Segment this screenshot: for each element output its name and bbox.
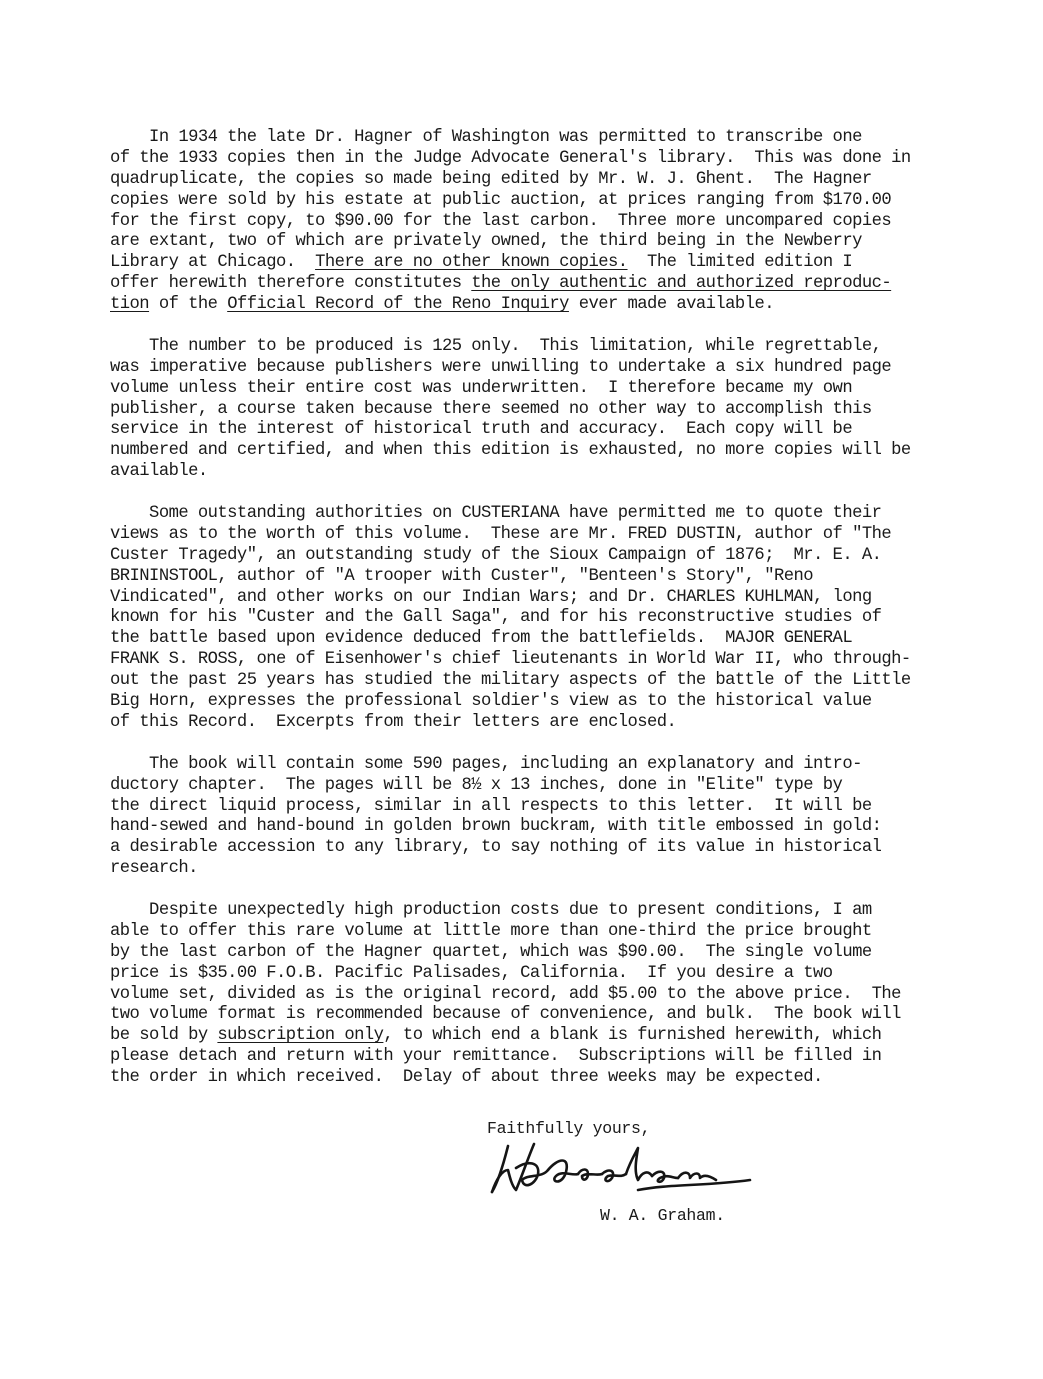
- text-segment: The limited edition I: [627, 253, 853, 273]
- text-line: [110, 838, 970, 859]
- paragraph: [110, 128, 970, 316]
- closing-salutation: Faithfully yours,: [487, 1119, 651, 1138]
- paragraph: [110, 755, 970, 880]
- text-segment: please detach and return with your remittance. Subscriptions will be filled in: [110, 1047, 882, 1067]
- text-line: [110, 1047, 970, 1068]
- text-line: [110, 629, 970, 650]
- text-line: [110, 441, 970, 462]
- text-line: [110, 713, 970, 734]
- text-line: [110, 191, 970, 212]
- text-segment: The book will contain some 590 pages, including an explanatory and intro-: [110, 754, 862, 774]
- text-line: [110, 170, 970, 191]
- text-segment: Vindicated", and other works on our Indian Wars; and Dr. CHARLES KUHLMAN, long: [110, 587, 872, 607]
- text-segment: two volume format is recommended because of convenience, and bulk. The book will: [110, 1005, 901, 1025]
- text-segment: Library at Chicago.: [110, 253, 316, 273]
- text-line: [110, 943, 970, 964]
- text-segment: available.: [110, 462, 208, 482]
- text-line: [110, 149, 970, 170]
- paragraph: [110, 337, 970, 483]
- text-segment: FRANK S. ROSS, one of Eisenhower's chief lieutenants in World War II, who through-: [110, 650, 911, 670]
- text-segment: the order in which received. Delay of about three weeks may be expected.: [110, 1068, 823, 1088]
- text-segment: copies were sold by his estate at public auction, at prices ranging from $170.00: [110, 190, 892, 210]
- text-segment: was imperative because publishers were unwilling to undertake a six hundred page: [110, 357, 892, 377]
- text-line: [110, 797, 970, 818]
- text-line: [110, 922, 970, 943]
- text-line: [110, 985, 970, 1006]
- text-segment: the direct liquid process, similar in all respects to this letter. It will be: [110, 796, 872, 816]
- underlined-text: Official Record of the Reno Inquiry: [227, 295, 569, 315]
- paragraph: [110, 901, 970, 1089]
- text-line: [110, 253, 970, 274]
- text-segment: a desirable accession to any library, to say nothing of its value in historical: [110, 838, 882, 858]
- text-segment: of the 1933 copies then in the Judge Advocate General's library. This was done in: [110, 148, 911, 168]
- paragraph-gap: [110, 734, 970, 755]
- text-segment: Some outstanding authorities on CUSTERIANA have permitted me to quote their: [110, 504, 882, 524]
- text-segment: be sold by: [110, 1026, 218, 1046]
- text-line: [110, 546, 970, 567]
- text-segment: ductory chapter. The pages will be 8½ x 13 inches, done in "Elite" type by: [110, 775, 843, 795]
- underlined-text: subscription only: [217, 1026, 384, 1046]
- text-line: [110, 525, 970, 546]
- text-segment: Despite unexpectedly high production costs due to present conditions, I am: [110, 900, 872, 920]
- text-segment: , to which end a blank is furnished herewith, which: [383, 1026, 882, 1046]
- text-line: [110, 212, 970, 233]
- text-segment: out the past 25 years has studied the military aspects of the battle of the Little: [110, 671, 911, 691]
- text-line: [110, 420, 970, 441]
- text-segment: Custer Tragedy", an outstanding study of the Sioux Campaign of 1876; Mr. E. A.: [110, 545, 882, 565]
- text-line: [110, 901, 970, 922]
- paragraph-gap: [110, 316, 970, 337]
- signer-name: W. A. Graham.: [600, 1206, 725, 1225]
- text-line: [110, 859, 970, 880]
- text-line: [110, 650, 970, 671]
- text-line: [110, 295, 970, 316]
- text-segment: known for his "Custer and the Gall Saga", and for his reconstructive studies of: [110, 608, 882, 628]
- text-segment: volume set, divided as is the original record, add $5.00 to the above price. The: [110, 984, 901, 1004]
- text-segment: research.: [110, 859, 198, 879]
- text-line: [110, 1005, 970, 1026]
- text-segment: views as to the worth of this volume. These are Mr. FRED DUSTIN, author of "The: [110, 524, 892, 544]
- text-segment: Big Horn, expresses the professional soldier's view as to the historical value: [110, 692, 872, 712]
- text-segment: ever made available.: [568, 295, 774, 315]
- text-segment: publisher, a course taken because there seemed no other way to accomplish this: [110, 399, 872, 419]
- text-line: [110, 1026, 970, 1047]
- text-segment: volume unless their entire cost was underwritten. I therefore became my own: [110, 378, 853, 398]
- text-segment: hand-sewed and hand-bound in golden brown buckram, with title embossed in gold:: [110, 817, 882, 837]
- text-line: [110, 671, 970, 692]
- text-line: [110, 274, 970, 295]
- text-segment: BRININSTOOL, author of "A trooper with Custer", "Benteen's Story", "Reno: [110, 566, 814, 586]
- underlined-text: There are no other known copies.: [315, 253, 628, 273]
- text-line: [110, 232, 970, 253]
- text-segment: service in the interest of historical truth and accuracy. Each copy will be: [110, 420, 853, 440]
- text-segment: are extant, two of which are privately owned, the third being in the Newberry: [110, 232, 862, 252]
- text-line: [110, 567, 970, 588]
- text-segment: offer herewith therefore constitutes: [110, 274, 472, 294]
- text-segment: of the: [149, 295, 228, 315]
- paragraph-gap: [110, 483, 970, 504]
- text-line: [110, 379, 970, 400]
- text-line: [110, 400, 970, 421]
- text-line: [110, 588, 970, 609]
- underlined-text: tion: [110, 295, 150, 315]
- text-segment: The number to be produced is 125 only. This limitation, while regrettable,: [110, 336, 882, 356]
- text-line: [110, 128, 970, 149]
- text-line: [110, 337, 970, 358]
- underlined-text: the only authentic and authorized reproduc-: [471, 274, 892, 294]
- text-segment: for the first copy, to $90.00 for the last carbon. Three more uncompared copies: [110, 211, 892, 231]
- text-segment: In 1934 the late Dr. Hagner of Washington was permitted to transcribe one: [110, 128, 862, 147]
- text-line: [110, 817, 970, 838]
- handwritten-signature: [488, 1140, 763, 1212]
- text-segment: numbered and certified, and when this edition is exhausted, no more copies will be: [110, 441, 911, 461]
- text-segment: able to offer this rare volume at little more than one-third the price brought: [110, 921, 872, 941]
- text-line: [110, 504, 970, 525]
- paragraph: [110, 504, 970, 734]
- text-line: [110, 964, 970, 985]
- text-segment: quadruplicate, the copies so made being edited by Mr. W. J. Ghent. The Hagner: [110, 169, 872, 189]
- text-line: [110, 462, 970, 483]
- text-line: [110, 1068, 970, 1089]
- text-line: [110, 776, 970, 797]
- paragraph-gap: [110, 880, 970, 901]
- text-segment: the battle based upon evidence deduced from the battlefields. MAJOR GENERAL: [110, 629, 853, 649]
- text-segment: of this Record. Excerpts from their letters are enclosed.: [110, 712, 677, 732]
- text-line: [110, 692, 970, 713]
- text-segment: price is $35.00 F.O.B. Pacific Palisades, California. If you desire a two: [110, 963, 833, 983]
- text-line: [110, 358, 970, 379]
- text-segment: by the last carbon of the Hagner quartet, which was $90.00. The single volume: [110, 942, 872, 962]
- text-line: [110, 608, 970, 629]
- text-line: [110, 755, 970, 776]
- letter-body: [110, 128, 970, 1089]
